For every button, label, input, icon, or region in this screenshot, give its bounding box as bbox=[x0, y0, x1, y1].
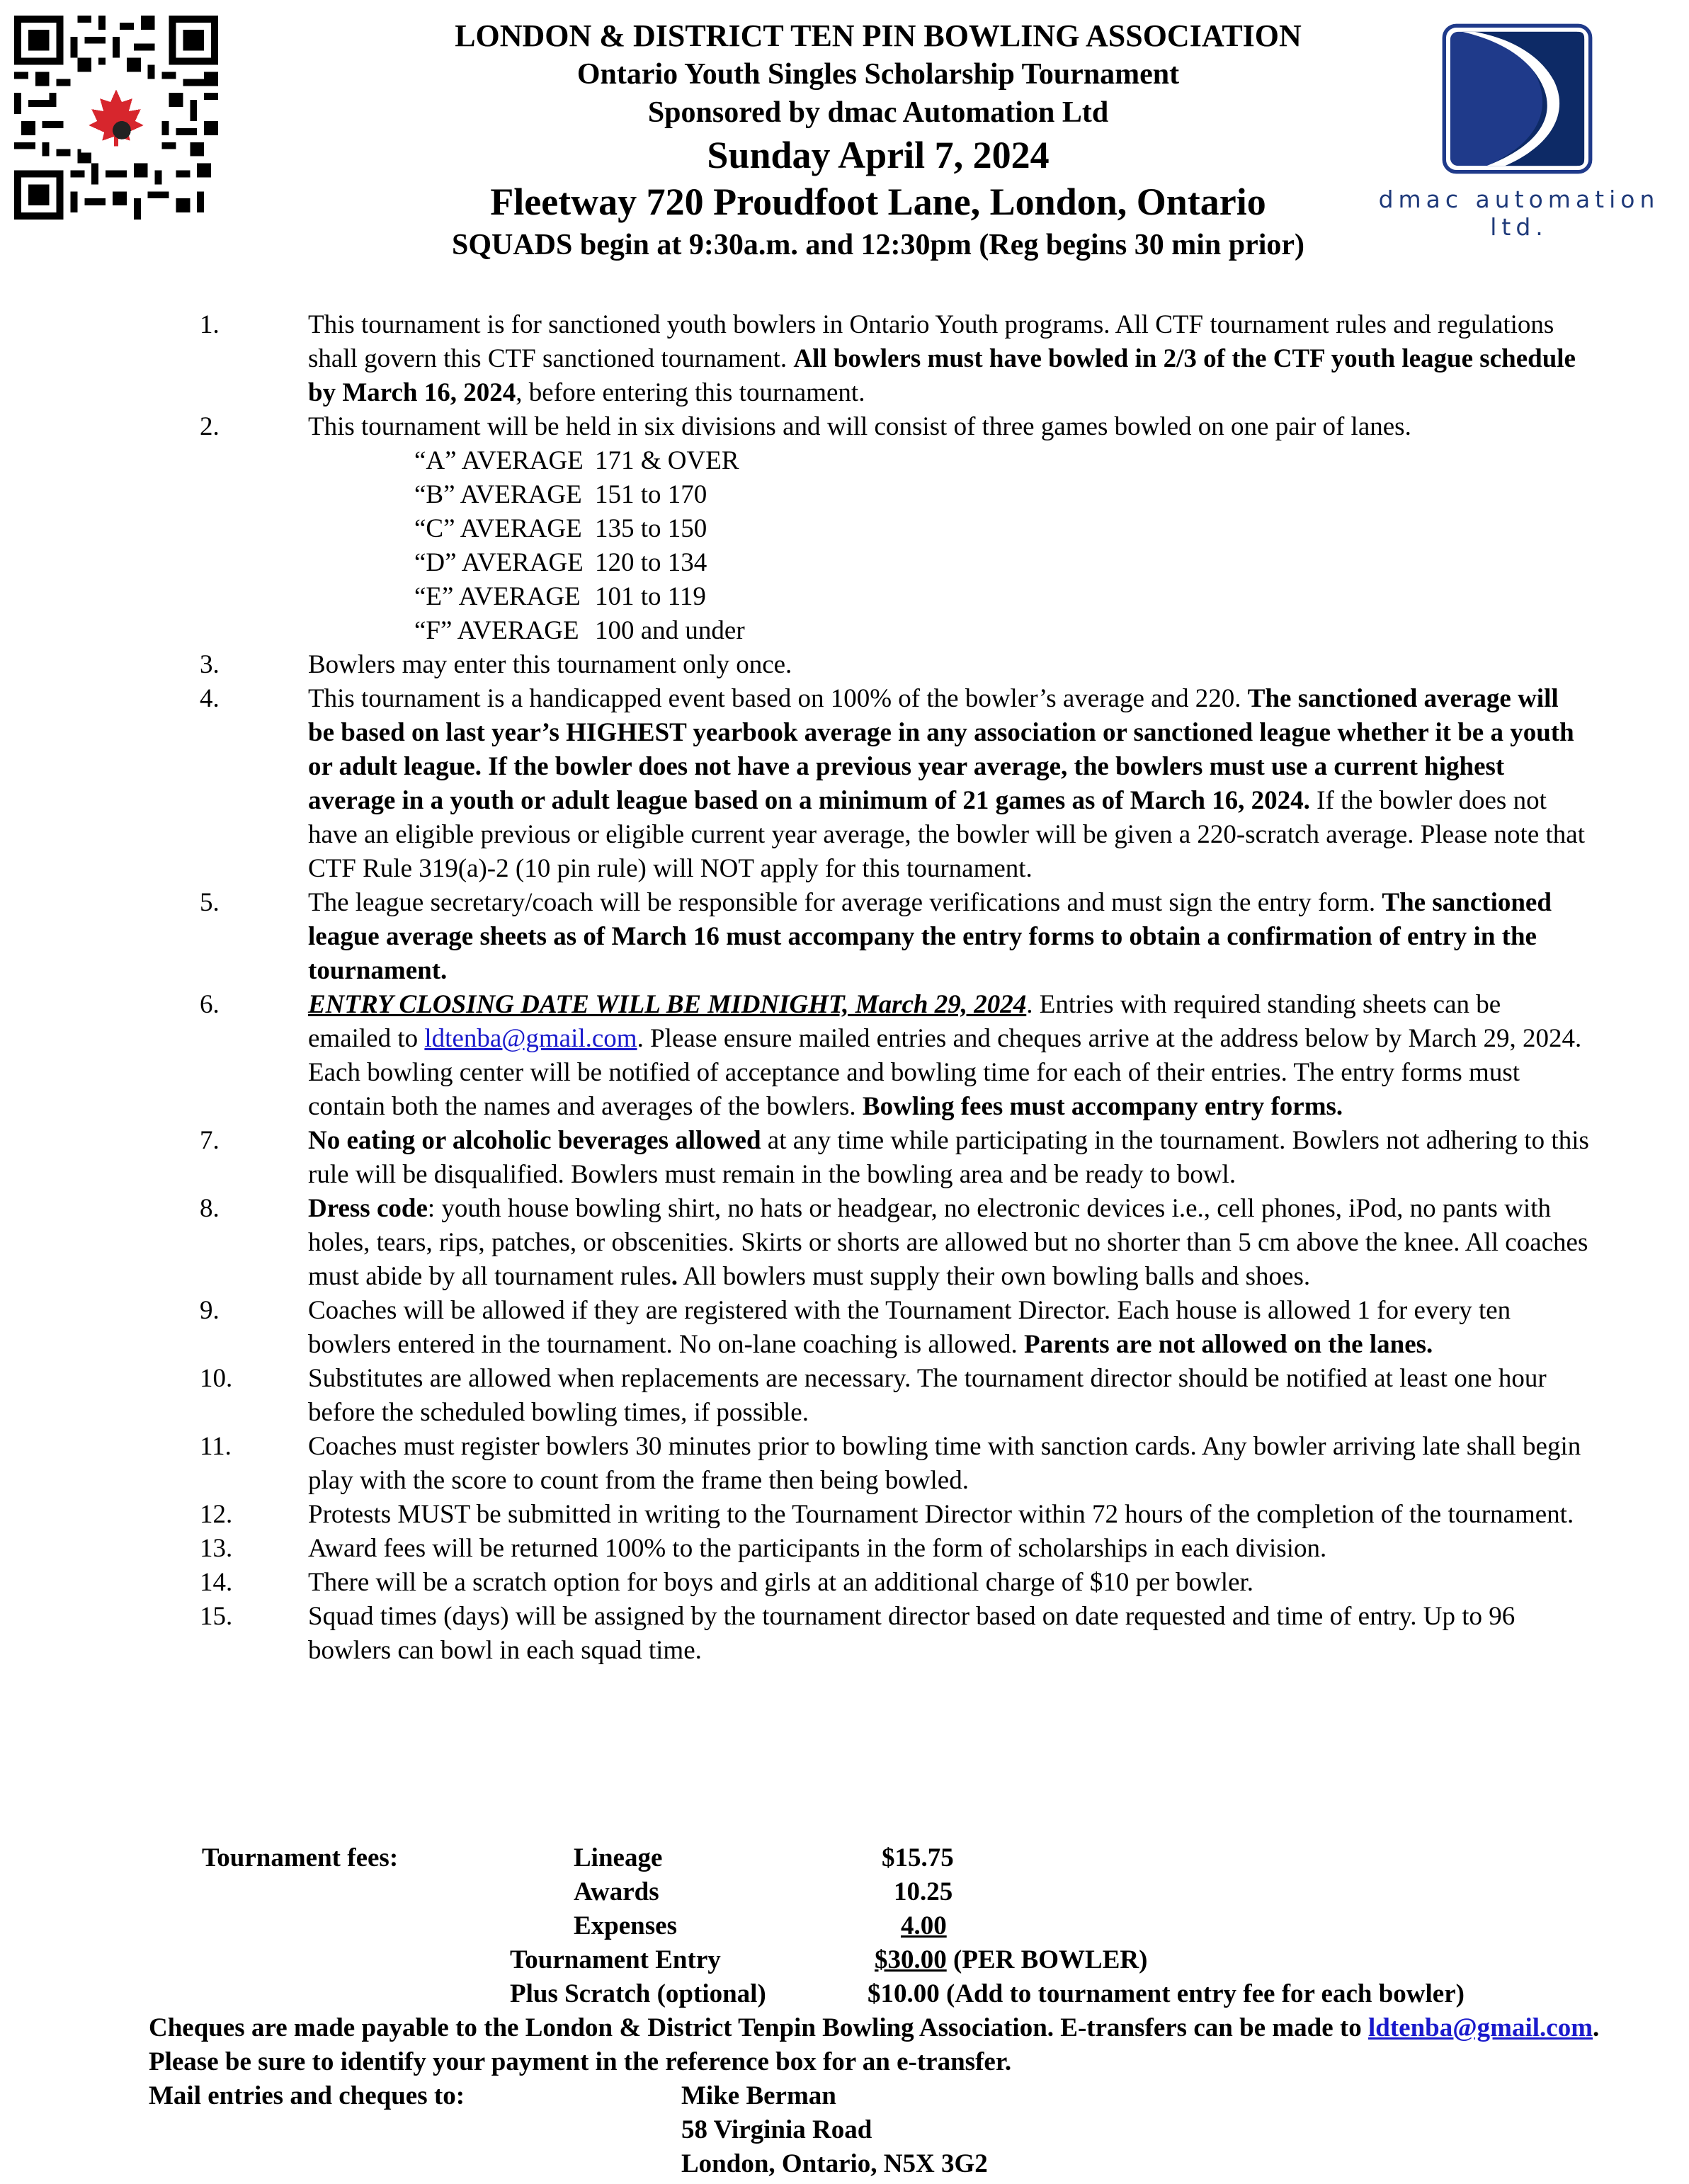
awards-value: 10.25 bbox=[894, 1877, 953, 1906]
rule-number: 8. bbox=[200, 1194, 220, 1223]
rule-text bbox=[308, 1364, 1547, 1427]
division-row bbox=[0, 546, 1689, 580]
rule-number: 12. bbox=[200, 1500, 233, 1529]
rule-text-part: Coaches must register bowlers 30 minutes prior to bowling time with sanction cards. Any bowler arriving late shall begin play with the score to count from the frame then being bowled. bbox=[308, 1432, 1581, 1495]
rule-text bbox=[308, 684, 1585, 883]
mail-label: Mail entries and cheques to: bbox=[149, 2081, 465, 2110]
fee-row-lineage bbox=[0, 1841, 1689, 1875]
rule-text-part: Dress code bbox=[308, 1194, 428, 1223]
dmac-logo-text: dmac automation ltd. bbox=[1378, 186, 1660, 241]
rule-text-part: Bowling fees must accompany entry forms. bbox=[862, 1092, 1343, 1121]
division-range: 100 and under bbox=[595, 616, 745, 645]
lineage-value: $15.75 bbox=[882, 1843, 954, 1872]
rule-text-part: This tournament is a handicapped event based on 100% of the bowler’s average and 220. bbox=[308, 684, 1248, 713]
entry-note: (PER BOWLER) bbox=[946, 1945, 1148, 1974]
rules-list bbox=[0, 308, 1689, 1668]
rule-text bbox=[308, 1126, 1589, 1189]
rule-item bbox=[0, 1532, 1689, 1566]
document-header bbox=[312, 17, 1445, 265]
email-link[interactable]: ldtenba@gmail.com bbox=[424, 1024, 637, 1053]
rule-item bbox=[0, 682, 1689, 886]
rule-item bbox=[0, 988, 1689, 1124]
rule-item bbox=[0, 1362, 1689, 1430]
division-grade: “A” AVERAGE bbox=[414, 446, 584, 475]
rule-text bbox=[308, 412, 1411, 441]
rule-text-part: There will be a scratch option for boys and girls at an additional charge of $10 per bowler. bbox=[308, 1568, 1254, 1597]
rule-number: 13. bbox=[200, 1534, 233, 1563]
dmac-logo bbox=[1441, 23, 1593, 175]
rule-text-part: Squad times (days) will be assigned by the tournament director based on date requested and time of entry. Up to 96 bowlers can bowl in each squad time. bbox=[308, 1602, 1515, 1665]
rule-item bbox=[0, 886, 1689, 988]
qr-code[interactable] bbox=[14, 16, 218, 220]
rule-text bbox=[308, 1194, 1588, 1291]
qr-code-icon bbox=[14, 16, 218, 220]
rule-text-part: Coaches will be allowed if they are registered with the Tournament Director. Each house is allowed 1 for every ten bowlers entered in the tournament. No on-lane coaching is allowed. bbox=[308, 1296, 1511, 1359]
rule-item bbox=[0, 1124, 1689, 1192]
rule-number: 10. bbox=[200, 1364, 233, 1393]
rule-text-part: . bbox=[671, 1262, 678, 1291]
division-range: 171 & OVER bbox=[595, 446, 739, 475]
rule-text-part: If the bowler does not have an eligible previous or eligible current year average, the bowler will be given a 220-scratch average. Please note that CTF Rule 319(a)-2 (10 pin rule) will NOT apply for this tournament. bbox=[308, 786, 1585, 883]
rule-text-part: Award fees will be returned 100% to the participants in the form of scholarships in each division. bbox=[308, 1534, 1327, 1563]
rule-item bbox=[0, 1430, 1689, 1498]
rule-item bbox=[0, 308, 1689, 410]
rule-text-part: The sanctioned league average sheets as of March 16 must accompany the entry forms to obtain a confirmation of entry in the tournament. bbox=[308, 888, 1552, 985]
dmac-d-logo-icon bbox=[1441, 23, 1593, 175]
rule-item bbox=[0, 648, 1689, 682]
division-grade: “F” AVERAGE bbox=[414, 616, 579, 645]
scratch-label: Plus Scratch (optional) bbox=[510, 1979, 766, 2008]
division-grade: “B” AVERAGE bbox=[414, 480, 582, 509]
org-title: LONDON & DISTRICT TEN PIN BOWLING ASSOCIATION bbox=[455, 18, 1302, 53]
rule-text-part: The sanctioned average will be based on last year’s HIGHEST yearbook average in any association or sanctioned league whether it be a youth or adult league. If the bowler does not have a previous year average, the bowlers must use a current highest average in a youth or adult league based on a minimum of 21 games as of March 16, 2024. bbox=[308, 684, 1574, 815]
event-title: Ontario Youth Singles Scholarship Tournament bbox=[576, 58, 1180, 91]
event-venue: Fleetway 720 Proudfoot Lane, London, Ontario bbox=[490, 181, 1266, 223]
payment-instructions bbox=[149, 2011, 1636, 2079]
rule-text-part: This tournament will be held in six divisions and will consist of three games bowled on one pair of lanes. bbox=[308, 412, 1411, 441]
rule-text bbox=[308, 1568, 1253, 1597]
mail-city: London, Ontario, N5X 3G2 bbox=[681, 2149, 988, 2178]
rule-text-part: Parents are not allowed on the lanes. bbox=[1024, 1330, 1433, 1359]
rule-text-part: No eating or alcoholic beverages allowed bbox=[308, 1126, 761, 1155]
rule-number: 2. bbox=[200, 412, 220, 441]
rule-text bbox=[308, 650, 792, 679]
expenses-value: 4.00 bbox=[901, 1911, 947, 1940]
division-range: 120 to 134 bbox=[595, 548, 707, 577]
event-date: Sunday April 7, 2024 bbox=[707, 134, 1050, 176]
rule-text bbox=[308, 1534, 1326, 1563]
division-grade: “D” AVERAGE bbox=[414, 548, 584, 577]
entry-label: Tournament Entry bbox=[510, 1945, 721, 1974]
division-range: 151 to 170 bbox=[595, 480, 707, 509]
email-link[interactable]: ldtenba@gmail.com bbox=[1367, 2013, 1593, 2042]
division-row bbox=[0, 614, 1689, 648]
rule-text-part: , before entering this tournament. bbox=[516, 378, 865, 407]
division-grade: “E” AVERAGE bbox=[414, 582, 581, 611]
fee-row-entry bbox=[0, 1943, 1689, 1977]
division-grade: “C” AVERAGE bbox=[414, 514, 582, 543]
rule-number: 9. bbox=[200, 1296, 220, 1325]
squad-times: SQUADS begin at 9:30a.m. and 12:30pm (Reg begins 30 min prior) bbox=[451, 229, 1305, 261]
rule-text bbox=[308, 990, 1581, 1121]
rule-text-part: ENTRY CLOSING DATE WILL BE MIDNIGHT, March 29, 2024 bbox=[308, 990, 1027, 1019]
fee-row-expenses bbox=[0, 1909, 1689, 1943]
rule-text-part: . Entries with required standing sheets can be emailed to bbox=[308, 990, 1501, 1053]
rule-text-part: Protests MUST be submitted in writing to the Tournament Director within 72 hours of the completion of the tournament. bbox=[308, 1500, 1574, 1529]
rule-text bbox=[308, 1432, 1581, 1495]
rule-number: 6. bbox=[200, 990, 220, 1019]
rule-number: 3. bbox=[200, 650, 220, 679]
division-range: 101 to 119 bbox=[595, 582, 706, 611]
rule-text bbox=[308, 888, 1552, 985]
mail-name: Mike Berman bbox=[681, 2081, 836, 2110]
rule-text-part: : youth house bowling shirt, no hats or headgear, no electronic devices i.e., cell phones, iPod, no pants with holes, tears, rips, patches, or obscenities. Skirts or shorts are allowed but no shorter than 5 cm above the knee. All coaches must abide by all tournament rules bbox=[308, 1194, 1588, 1291]
rule-number: 15. bbox=[200, 1602, 233, 1631]
rule-item bbox=[0, 1192, 1689, 1294]
rule-number: 11. bbox=[200, 1432, 232, 1461]
rule-text-part: Bowlers may enter this tournament only once. bbox=[308, 650, 792, 679]
rule-number: 1. bbox=[200, 310, 220, 339]
scratch-value: $10.00 (Add to tournament entry fee for each bowler) bbox=[868, 1979, 1465, 2008]
rule-item bbox=[0, 1294, 1689, 1362]
rule-text-part: Substitutes are allowed when replacements are necessary. The tournament director should be notified at least one hour before the scheduled bowling times, if possible. bbox=[308, 1364, 1547, 1427]
cheques-text: Cheques are made payable to the London & District Tenpin Bowling Association. E-transfers can be made to bbox=[149, 2013, 1368, 2042]
fee-row-awards bbox=[0, 1875, 1689, 1909]
mail-street: 58 Virginia Road bbox=[681, 2115, 872, 2144]
rule-text-part: All bowlers must have bowled in 2/3 of the CTF youth league schedule by March 16, 2024 bbox=[308, 344, 1576, 407]
rule-text bbox=[308, 1500, 1574, 1529]
etransfer-text: . Please be sure to identify your payment in the reference box for an e-transfer. bbox=[149, 2013, 1600, 2076]
rule-text-part: This tournament is for sanctioned youth bowlers in Ontario Youth programs. All CTF tournament rules and regulations shall govern this CTF sanctioned tournament. bbox=[308, 310, 1554, 373]
rule-text bbox=[308, 1602, 1515, 1665]
expenses-label: Expenses bbox=[574, 1911, 677, 1940]
fees-label: Tournament fees: bbox=[202, 1843, 399, 1872]
rule-text bbox=[308, 1296, 1511, 1359]
rule-text-part: All bowlers must supply their own bowling balls and shoes. bbox=[678, 1262, 1311, 1291]
rule-item bbox=[0, 410, 1689, 444]
rule-text bbox=[308, 310, 1576, 407]
rule-number: 14. bbox=[200, 1568, 233, 1597]
mail-row-city bbox=[149, 2147, 1636, 2181]
lineage-label: Lineage bbox=[574, 1843, 663, 1872]
rule-number: 7. bbox=[200, 1126, 220, 1155]
rule-text-part: at any time while participating in the tournament. Bowlers not adhering to this rule will be disqualified. Bowlers must remain in the bowling area and be ready to bowl. bbox=[308, 1126, 1589, 1189]
rule-text-part: The league secretary/coach will be responsible for average verifications and must sign the entry form. bbox=[308, 888, 1382, 917]
payment-footer bbox=[149, 2011, 1636, 2181]
sponsor-line: Sponsored by dmac Automation Ltd bbox=[647, 96, 1109, 129]
division-row bbox=[0, 478, 1689, 512]
tournament-fees bbox=[0, 1841, 1689, 2011]
division-row bbox=[0, 444, 1689, 478]
awards-label: Awards bbox=[574, 1877, 659, 1906]
rule-item bbox=[0, 1498, 1689, 1532]
division-row bbox=[0, 512, 1689, 546]
rule-item bbox=[0, 1566, 1689, 1600]
mail-row-name bbox=[149, 2079, 1636, 2113]
rule-item bbox=[0, 1600, 1689, 1668]
rule-number: 4. bbox=[200, 684, 220, 713]
division-row bbox=[0, 580, 1689, 614]
rule-text-part: . Please ensure mailed entries and cheques arrive at the address below by March 29, 2024. Each bowling center will be notified of acceptance and bowling time for each of their entries. The entry forms must contain both the names and averages of the bowlers. bbox=[308, 1024, 1582, 1121]
rule-number: 5. bbox=[200, 888, 220, 917]
fee-row-scratch bbox=[0, 1977, 1689, 2011]
mail-row-street bbox=[149, 2113, 1636, 2147]
entry-value: $30.00 bbox=[875, 1945, 947, 1974]
division-range: 135 to 150 bbox=[595, 514, 707, 543]
